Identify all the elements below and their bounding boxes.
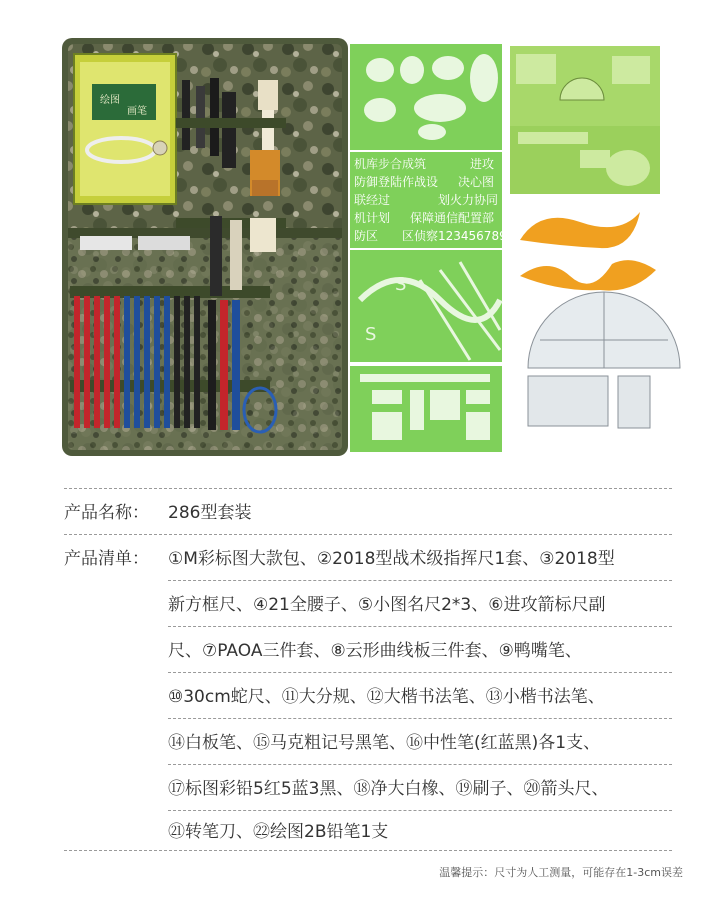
product-list-label: 产品清单： — [64, 549, 149, 569]
ruler-stencil-top-right — [510, 46, 660, 194]
stencil-line-4b: 保障通信配置部 — [410, 211, 495, 225]
orange-french-curves — [520, 212, 656, 291]
divider — [64, 534, 672, 535]
product-list-line-1: ①M彩标图大款包、②2018型战术级指挥尺1套、③2018型 — [168, 549, 615, 569]
drawing-kit-box — [74, 54, 176, 204]
divider — [168, 764, 672, 765]
green-stencil-arrows — [350, 250, 502, 362]
product-list-line-2: 新方框尺、④21全腰子、⑤小图名尺2*3、⑥进攻箭标尺副 — [168, 595, 606, 615]
stencil-line-3: 联经过 — [354, 193, 391, 207]
divider — [64, 850, 672, 851]
stencil-line-1: 机库步合成筑 — [354, 157, 427, 171]
divider — [64, 488, 672, 489]
stencil-line-3b: 划火力协同 — [438, 193, 499, 207]
clear-protractor — [528, 292, 680, 428]
divider — [168, 718, 672, 719]
kit-label-2: 画笔 — [127, 106, 147, 117]
stencil-line-4: 机计划 — [354, 211, 391, 225]
kit-label-1: 绘图 — [100, 95, 120, 106]
stencil-line-2: 防御登陆作战设 — [354, 175, 439, 189]
product-list-line-6: ⑰标图彩铅5红5蓝3黑、⑱净大白橡、⑲刷子、⑳箭头尺、 — [168, 779, 609, 799]
divider — [168, 810, 672, 811]
disclaimer-note: 温馨提示：尺寸为人工测量，可能存在1-3cm误差 — [439, 866, 683, 879]
product-list-line-4: ⑩30cm蛇尺、⑪大分规、⑫大楷书法笔、⑬小楷书法笔、 — [168, 687, 605, 707]
product-list-line-5: ⑭白板笔、⑮马克粗记号黑笔、⑯中性笔(红蓝黑)各1支、 — [168, 733, 601, 753]
stencil-line-2b: 决心图 — [458, 175, 495, 189]
product-name-label: 产品名称： — [64, 503, 149, 523]
stencil-line-1b: 进攻 — [470, 157, 495, 171]
product-name-value: 286型套装 — [168, 503, 252, 523]
green-stencil-top — [350, 44, 502, 150]
svg-text:S: S — [395, 274, 407, 295]
stencil-line-5b: 区侦察1234567890 — [402, 229, 515, 243]
stencil-line-5: 防区 — [354, 229, 379, 243]
green-stencil-text — [350, 152, 514, 248]
svg-text:S: S — [365, 324, 377, 345]
green-stencil-grid — [350, 366, 502, 452]
divider — [168, 672, 672, 673]
product-list-line-7: ㉑转笔刀、㉒绘图2B铅笔1支 — [168, 822, 389, 842]
divider — [168, 580, 672, 581]
product-list-line-3: 尺、⑦PAOA三件套、⑧云形曲线板三件套、⑨鸭嘴笔、 — [168, 641, 582, 661]
divider — [168, 626, 672, 627]
